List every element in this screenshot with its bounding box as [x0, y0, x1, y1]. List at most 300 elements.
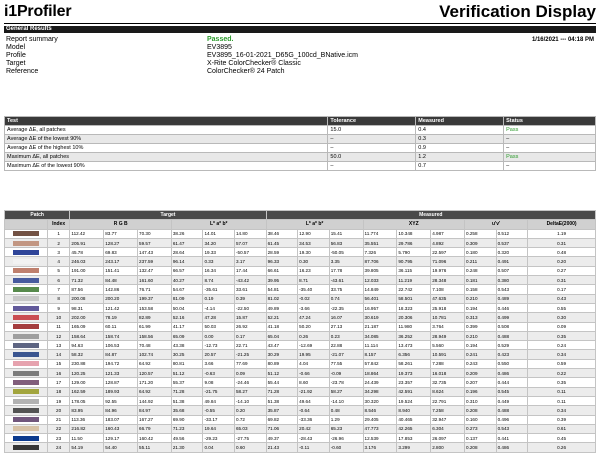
patch-cell-r: 158.64	[70, 331, 104, 340]
patch-cell-v: 0.486	[496, 369, 528, 378]
patch-cell-y: 11.980	[397, 322, 431, 331]
tests-cell: 0.9	[416, 144, 504, 153]
patch-cell-mb: -50.05	[329, 248, 363, 257]
patch-cell-x: 8.546	[363, 406, 397, 415]
patch-cell-tb: 14.80	[235, 229, 267, 238]
patch-cell-g: 78.19	[104, 313, 138, 322]
patch-cell-idx: 18	[47, 387, 70, 396]
tests-cell: Average ΔE of the lowest 90%	[5, 135, 328, 144]
patch-cell-ml: 28.59	[266, 248, 298, 257]
patch-swatch	[13, 343, 39, 348]
patch-cell-tl: 54.67	[171, 285, 203, 294]
patch-cell-mb: 15.41	[329, 229, 363, 238]
summary-row	[6, 60, 594, 68]
patch-cell-g: 69.83	[104, 248, 138, 257]
patch-cell-r: 246.03	[70, 257, 104, 266]
patch-cell-g: 160.43	[104, 424, 138, 433]
patch-cell-ta: 14.01	[203, 229, 235, 238]
patch-swatch-cell	[5, 378, 48, 387]
patch-cell-idx: 6	[47, 276, 70, 285]
report-header	[4, 0, 596, 24]
summary-row	[6, 44, 594, 52]
patch-cell-u: 0.196	[465, 387, 497, 396]
patch-cell-ta: -21.75	[203, 387, 235, 396]
summary-value: X-Rite ColorChecker® Classic	[207, 60, 301, 67]
summary-row	[6, 36, 594, 44]
patch-cell-v: 0.507	[496, 266, 528, 275]
patch-cell-idx: 20	[47, 406, 70, 415]
patch-cell-g: 243.17	[104, 257, 138, 266]
patch-cell-g: 129.17	[104, 434, 138, 443]
patch-cell-g: 92.55	[104, 396, 138, 405]
patch-cell-ml: 39.95	[266, 276, 298, 285]
patch-row	[5, 238, 596, 247]
patch-cell-ta: 47.28	[203, 313, 235, 322]
patch-cell-de: 0.61	[528, 424, 596, 433]
patch-cell-ma: -0.11	[298, 443, 330, 452]
patch-cell-v: 0.486	[496, 443, 528, 452]
patch-cell-x: 34.298	[363, 387, 397, 396]
patch-row	[5, 276, 596, 285]
tests-cell: –	[328, 135, 416, 144]
patch-cell-ma: 19.30	[298, 248, 330, 257]
patch-cell-y: 17.853	[397, 434, 431, 443]
patch-cell-mb: 1.29	[329, 415, 363, 424]
summary-key: Report summary	[6, 36, 58, 43]
patch-cell-tb: 15.87	[235, 313, 267, 322]
patch-cell-z: 7.288	[431, 359, 465, 368]
patch-cell-ml: 81.02	[266, 294, 298, 303]
patch-cell-r: 191.00	[70, 266, 104, 275]
patch-table	[4, 210, 596, 453]
patch-cell-ta: 8.74	[203, 276, 235, 285]
patch-cell-mb: -14.10	[329, 396, 363, 405]
target-rgb-header: R G B	[70, 220, 171, 229]
patch-cell-mb: -26.96	[329, 434, 363, 443]
patch-cell-ml: 30.29	[266, 350, 298, 359]
tests-table	[4, 116, 596, 171]
patch-cell-ma: -33.36	[298, 415, 330, 424]
patch-cell-x: 7.326	[363, 248, 397, 257]
patch-cell-tl: 41.17	[171, 322, 203, 331]
patch-cell-z: 19.976	[431, 266, 465, 275]
patch-row	[5, 341, 596, 350]
summary-value: ColorChecker® 24 Patch	[207, 68, 285, 75]
patch-cell-idx: 19	[47, 396, 70, 405]
patch-cell-idx: 3	[47, 248, 70, 257]
patch-swatch-cell	[5, 369, 48, 378]
patch-cell-ml: 71.28	[266, 387, 298, 396]
patch-cell-idx: 10	[47, 313, 70, 322]
patch-cell-v: 0.441	[496, 434, 528, 443]
patch-cell-ml: 54.81	[266, 285, 298, 294]
patch-cell-y: 8.940	[397, 406, 431, 415]
patch-cell-ml: 71.06	[266, 424, 298, 433]
measured-uv-header: u'v'	[465, 220, 528, 229]
patch-cell-de: 0.30	[528, 313, 596, 322]
swatch-header	[5, 220, 48, 229]
patch-row	[5, 415, 596, 424]
patch-cell-r: 178.05	[70, 396, 104, 405]
delta-e-header: DeltaE(2000)	[528, 220, 596, 229]
patch-cell-u: 0.313	[465, 313, 497, 322]
tests-header-cell: Test	[5, 117, 328, 126]
patch-cell-tl: 28.64	[171, 248, 203, 257]
patch-cell-de: 1.19	[528, 229, 596, 238]
patch-cell-ta: -4.14	[203, 303, 235, 312]
patch-swatch-cell	[5, 276, 48, 285]
patch-cell-b: 76.71	[138, 285, 172, 294]
patch-cell-y: 23.357	[397, 378, 431, 387]
tests-row	[5, 153, 596, 162]
patch-cell-ta: 20.57	[203, 350, 235, 359]
patch-cell-g: 60.11	[104, 322, 138, 331]
patch-cell-mb: 77.55	[329, 359, 363, 368]
patch-swatch-cell	[5, 248, 48, 257]
patch-cell-g: 189.93	[104, 387, 138, 396]
patch-cell-z: 32.947	[431, 415, 465, 424]
patch-cell-tl: 38.26	[171, 229, 203, 238]
patch-cell-mb: 22.88	[329, 341, 363, 350]
patch-cell-ma: -12.69	[298, 341, 330, 350]
patch-swatch-cell	[5, 396, 48, 405]
summary-status: Passed.	[207, 36, 234, 43]
patch-cell-g: 84.96	[104, 406, 138, 415]
patch-cell-y: 20.306	[397, 313, 431, 322]
patch-cell-r: 112.42	[70, 229, 104, 238]
patch-cell-r: 120.25	[70, 369, 104, 378]
patch-cell-v: 0.508	[496, 322, 528, 331]
patch-cell-g: 128.27	[104, 238, 138, 247]
patch-cell-mb: 65.23	[329, 424, 363, 433]
patch-cell-tl: 65.09	[171, 331, 203, 340]
patch-row	[5, 313, 596, 322]
patch-cell-mb: 17.78	[329, 266, 363, 275]
patch-cell-idx: 22	[47, 424, 70, 433]
patch-cell-ta: -33.17	[203, 415, 235, 424]
patch-group-header-row	[5, 211, 596, 220]
patch-cell-v: 0.543	[496, 424, 528, 433]
patch-cell-u: 0.209	[465, 369, 497, 378]
patch-cell-g: 128.87	[104, 378, 138, 387]
patch-cell-de: 0.11	[528, 387, 596, 396]
patch-cell-b: 167.27	[138, 415, 172, 424]
patch-cell-g: 54.40	[104, 443, 138, 452]
patch-cell-tl: 49.56	[171, 434, 203, 443]
patch-cell-y: 18.323	[397, 303, 431, 312]
patch-cell-r: 230.88	[70, 359, 104, 368]
patch-swatch	[13, 334, 39, 339]
patch-cell-ta: 49.84	[203, 396, 235, 405]
patch-cell-b: 64.92	[138, 359, 172, 368]
patch-cell-u: 0.273	[465, 424, 497, 433]
patch-cell-mb: -21.07	[329, 350, 363, 359]
patch-swatch	[13, 306, 39, 311]
patch-cell-tl: 30.25	[171, 350, 203, 359]
tests-row	[5, 126, 596, 135]
tests-row	[5, 144, 596, 153]
patch-swatch-cell	[5, 359, 48, 368]
patch-cell-idx: 7	[47, 285, 70, 294]
patch-swatch	[13, 371, 39, 376]
patch-swatch-cell	[5, 443, 48, 452]
patch-cell-tl: 55.37	[171, 378, 203, 387]
patch-cell-de: 0.11	[528, 396, 596, 405]
patch-cell-b: 132.47	[138, 266, 172, 275]
patch-cell-b: 102.74	[138, 350, 172, 359]
summary-key: Target	[6, 60, 26, 67]
patch-cell-g: 142.86	[104, 285, 138, 294]
patch-cell-z: 28.949	[431, 331, 465, 340]
patch-cell-b: 59.57	[138, 238, 172, 247]
patch-cell-z: 2.800	[431, 443, 465, 452]
patch-cell-x: 29.405	[363, 415, 397, 424]
patch-cell-z: 5.560	[431, 341, 465, 350]
patch-cell-mb: 3.35	[329, 257, 363, 266]
patch-swatch	[13, 399, 39, 404]
patch-cell-ta: -29.23	[203, 434, 235, 443]
patch-cell-b: 61.99	[138, 322, 172, 331]
patch-row	[5, 396, 596, 405]
patch-row	[5, 434, 596, 443]
patch-cell-mb: 16.07	[329, 313, 363, 322]
patch-cell-mb: -0.09	[329, 369, 363, 378]
patch-cell-idx: 1	[47, 229, 70, 238]
patch-cell-u: 0.248	[465, 266, 497, 275]
tests-cell: Average ΔE, all patches	[5, 126, 328, 135]
patch-cell-idx: 12	[47, 331, 70, 340]
patch-cell-de: 0.45	[528, 434, 596, 443]
patch-cell-b: 160.42	[138, 434, 172, 443]
patch-cell-idx: 13	[47, 341, 70, 350]
patch-swatch-cell	[5, 303, 48, 312]
patch-cell-tb: -50.57	[235, 248, 267, 257]
patch-cell-de: 0.34	[528, 406, 596, 415]
patch-cell-ml: 41.18	[266, 322, 298, 331]
patch-cell-ta: 19.64	[203, 424, 235, 433]
patch-cell-u: 0.208	[465, 406, 497, 415]
patch-cell-x: 87.706	[363, 257, 397, 266]
patch-cell-u: 0.243	[465, 359, 497, 368]
patch-cell-z: 6.304	[431, 424, 465, 433]
patch-cell-v: 0.488	[496, 331, 528, 340]
patch-cell-mb: -0.60	[329, 443, 363, 452]
patch-swatch-cell	[5, 257, 48, 266]
patch-cell-r: 83.95	[70, 406, 104, 415]
patch-cell-u: 0.208	[465, 443, 497, 452]
patch-cell-ta: 34.20	[203, 238, 235, 247]
patch-cell-ta: 9.08	[203, 378, 235, 387]
patch-cell-g: 106.53	[104, 341, 138, 350]
patch-cell-ma: 19.95	[298, 350, 330, 359]
test-status: Pass	[504, 153, 596, 162]
patch-cell-y: 19.524	[397, 396, 431, 405]
patch-cell-u: 0.137	[465, 434, 497, 443]
patch-cell-ma: 0.30	[298, 257, 330, 266]
patch-swatch-cell	[5, 331, 48, 340]
patch-column-header-row	[5, 220, 596, 229]
patch-cell-idx: 24	[47, 443, 70, 452]
patch-cell-mb: 0.48	[329, 406, 363, 415]
target-lab-header: L* a* b*	[171, 220, 266, 229]
patch-swatch	[13, 408, 39, 413]
patch-cell-z: 4.987	[431, 229, 465, 238]
patch-cell-tb: -21.25	[235, 350, 267, 359]
patch-cell-tb: -43.42	[235, 276, 267, 285]
patch-cell-ml: 43.47	[266, 341, 298, 350]
patch-swatch	[13, 445, 39, 450]
patch-swatch	[13, 287, 39, 292]
tests-cell: 0.3	[416, 135, 504, 144]
patch-cell-b: 64.92	[138, 387, 172, 396]
patch-cell-ma: 47.24	[298, 313, 330, 322]
patch-cell-tb: 0.39	[235, 294, 267, 303]
tests-cell: Maximum ΔE of the lowest 90%	[5, 162, 328, 171]
patch-cell-v: 0.545	[496, 387, 528, 396]
patch-cell-v: 0.320	[496, 248, 528, 257]
patch-cell-mb: 0.23	[329, 331, 363, 340]
patch-swatch	[13, 259, 39, 264]
patch-cell-tl: 71.28	[171, 387, 203, 396]
patch-cell-b: 70.30	[138, 229, 172, 238]
patch-cell-de: 0.26	[528, 443, 596, 452]
patch-cell-v: 0.489	[496, 294, 528, 303]
patch-cell-y: 11.219	[397, 276, 431, 285]
patch-swatch	[13, 417, 39, 422]
summary-value: EV3895_16-01-2021_D65G_100cd_BNative.icm	[207, 52, 358, 59]
patch-cell-g: 83.77	[104, 229, 138, 238]
patch-swatch-cell	[5, 424, 48, 433]
patch-cell-y: 36.115	[397, 266, 431, 275]
patch-cell-ml: 49.89	[266, 303, 298, 312]
patch-cell-r: 200.08	[70, 294, 104, 303]
patch-cell-g: 183.07	[104, 415, 138, 424]
index-header: Index	[47, 220, 70, 229]
patch-row	[5, 285, 596, 294]
patch-cell-ta: -0.55	[203, 406, 235, 415]
patch-cell-v: 0.449	[496, 396, 528, 405]
patch-cell-v: 0.496	[496, 415, 528, 424]
patch-cell-ta: 0.33	[203, 257, 235, 266]
patch-cell-tb: -24.46	[235, 378, 267, 387]
patch-swatch-cell	[5, 415, 48, 424]
tests-header-cell: Measured	[416, 117, 504, 126]
patch-cell-v: 0.380	[496, 276, 528, 285]
patch-cell-ma: 8.60	[298, 378, 330, 387]
patch-cell-idx: 4	[47, 257, 70, 266]
patch-cell-de: 0.39	[528, 415, 596, 424]
patch-cell-y: 40.465	[397, 415, 431, 424]
patch-cell-ml: 52.21	[266, 313, 298, 322]
patch-cell-u: 0.194	[465, 341, 497, 350]
patch-cell-tb: 3.17	[235, 257, 267, 266]
patch-cell-x: 11.774	[363, 229, 397, 238]
measured-group-header: Measured	[266, 211, 595, 220]
patch-cell-ml: 38.46	[266, 229, 298, 238]
patch-cell-z: 32.735	[431, 378, 465, 387]
patch-cell-ma: -21.92	[298, 387, 330, 396]
patch-cell-ml: 80.89	[266, 359, 298, 368]
patch-row	[5, 443, 596, 452]
patch-cell-b: 55.11	[138, 443, 172, 452]
patch-cell-u: 0.399	[465, 322, 497, 331]
patch-cell-ml: 35.87	[266, 406, 298, 415]
patch-swatch-cell	[5, 313, 48, 322]
patch-cell-ta: -12.73	[203, 341, 235, 350]
test-status: –	[504, 135, 596, 144]
patch-cell-b: 161.60	[138, 276, 172, 285]
patch-cell-idx: 8	[47, 294, 70, 303]
patch-cell-x: 34.085	[363, 331, 397, 340]
patch-cell-y: 58.501	[397, 294, 431, 303]
patch-cell-b: 158.56	[138, 331, 172, 340]
patch-cell-g: 121.33	[104, 369, 138, 378]
patch-cell-de: 0.31	[528, 276, 596, 285]
patch-cell-x: 30.320	[363, 396, 397, 405]
patch-cell-tb: -22.50	[235, 303, 267, 312]
patch-cell-g: 158.74	[104, 331, 138, 340]
patch-cell-r: 113.36	[70, 415, 104, 424]
patch-swatch	[13, 250, 39, 255]
patch-cell-idx: 11	[47, 322, 70, 331]
patch-cell-r: 98.31	[70, 303, 104, 312]
patch-cell-v: 0.543	[496, 285, 528, 294]
tests-cell: 50.0	[328, 153, 416, 162]
patch-cell-ma: 4.04	[298, 359, 330, 368]
patch-cell-tl: 69.90	[171, 415, 203, 424]
patch-cell-z: 47.635	[431, 294, 465, 303]
patch-swatch-cell	[5, 266, 48, 275]
patch-cell-ml: 21.43	[266, 443, 298, 452]
patch-cell-ta: 50.03	[203, 322, 235, 331]
patch-cell-de: 0.55	[528, 303, 596, 312]
patch-cell-de: 0.43	[528, 294, 596, 303]
test-status: Pass	[504, 126, 596, 135]
patch-row	[5, 266, 596, 275]
tests-header-cell: Tolerance	[328, 117, 416, 126]
patch-cell-de: 0.31	[528, 238, 596, 247]
tests-cell: –	[328, 162, 416, 171]
patch-cell-z: 22.597	[431, 248, 465, 257]
patch-cell-de: 0.22	[528, 369, 596, 378]
patch-cell-ta: 16.34	[203, 266, 235, 275]
patch-cell-u: 0.309	[465, 238, 497, 247]
patch-cell-de: 0.24	[528, 341, 596, 350]
patch-row	[5, 303, 596, 312]
patch-swatch-cell	[5, 285, 48, 294]
patch-cell-b: 171.20	[138, 378, 172, 387]
patch-cell-u: 0.210	[465, 331, 497, 340]
target-group-header: Target	[70, 211, 266, 220]
patch-cell-ma: -28.43	[298, 434, 330, 443]
patch-cell-mb: 33.75	[329, 285, 363, 294]
patch-cell-r: 165.09	[70, 322, 104, 331]
patch-cell-r: 216.82	[70, 424, 104, 433]
patch-cell-ma: 0.26	[298, 331, 330, 340]
patch-cell-x: 56.401	[363, 294, 397, 303]
patch-cell-tb: 26.92	[235, 322, 267, 331]
patch-cell-g: 151.41	[104, 266, 138, 275]
patch-cell-tb: 65.03	[235, 424, 267, 433]
patch-row	[5, 350, 596, 359]
patch-swatch-cell	[5, 341, 48, 350]
patch-cell-de: 0.17	[528, 285, 596, 294]
patch-cell-b: 147.43	[138, 248, 172, 257]
patch-cell-tl: 61.47	[171, 238, 203, 247]
patch-cell-tb: 0.17	[235, 331, 267, 340]
patch-row	[5, 248, 596, 257]
patch-cell-u: 0.241	[465, 350, 497, 359]
